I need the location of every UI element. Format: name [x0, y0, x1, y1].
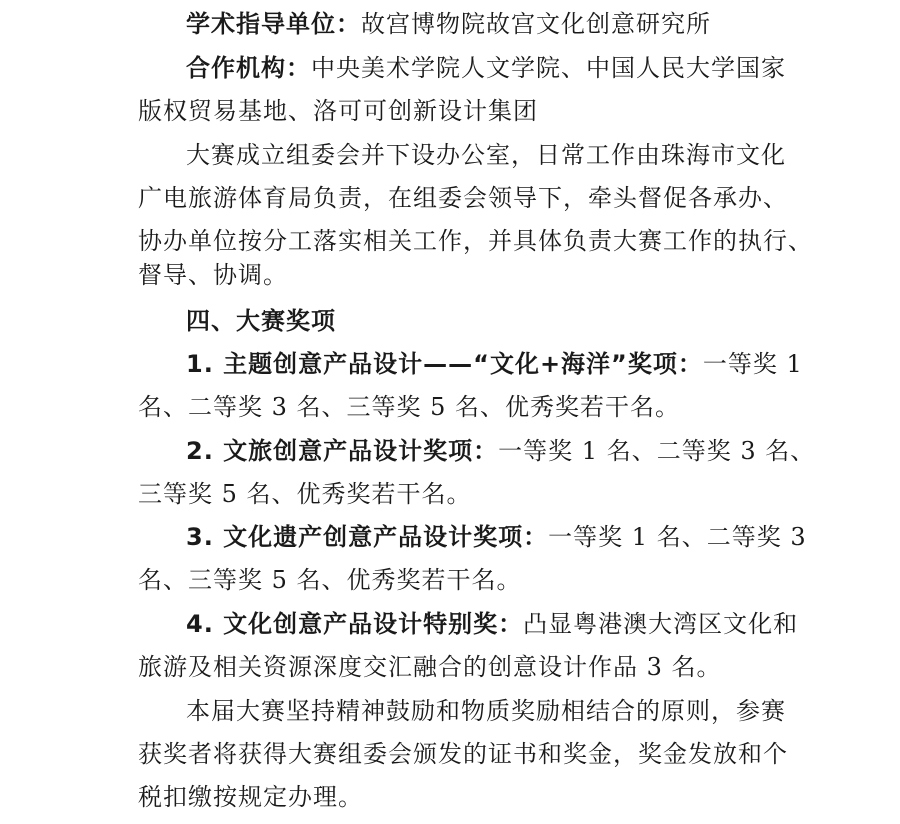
- partners-text-2: 版权贸易基地、洛可可创新设计集团: [138, 97, 538, 125]
- committee-line-4: 督导、协调。: [138, 261, 288, 289]
- award-3-text-1: 一等奖 1 名、二等奖 3: [548, 523, 807, 551]
- guidance-unit-line: [186, 9, 711, 39]
- award-1-text-1: 一等奖 1: [702, 350, 803, 378]
- guidance-unit-text: 故宫博物院故宫文化创意研究所: [361, 10, 711, 38]
- award-4-text-1: 凸显粤港澳大湾区文化和: [523, 610, 799, 638]
- committee-line-1: 大赛成立组委会并下设办公室，日常工作由珠海市文化: [186, 141, 786, 169]
- award-1-line-1: [186, 349, 803, 379]
- award-3-line-2: 名、三等奖 5 名、优秀奖若干名。: [138, 566, 522, 594]
- award-2-text-1: 一等奖 1 名、二等奖 3 名、: [498, 437, 816, 465]
- award-1-label: 1. 主题创意产品设计——“文化+海洋”奖项：: [186, 350, 703, 378]
- award-2-line-2: 三等奖 5 名、优秀奖若干名。: [138, 480, 472, 508]
- partners-text-1: 中央美术学院人文学院、中国人民大学国家: [311, 54, 786, 82]
- closing-line-1: 本届大赛坚持精神鼓励和物质奖励相结合的原则，参赛: [186, 697, 786, 725]
- guidance-unit-label: 学术指导单位：: [186, 10, 361, 38]
- closing-line-2: 获奖者将获得大赛组委会颁发的证书和奖金，奖金发放和个: [138, 740, 788, 768]
- award-2-label: 2. 文旅创意产品设计奖项：: [186, 437, 499, 465]
- partners-line-1: [186, 53, 786, 83]
- award-3-line-1: [186, 522, 807, 552]
- committee-line-3: 协办单位按分工落实相关工作，并具体负责大赛工作的执行、: [138, 227, 813, 255]
- closing-line-3: 税扣缴按规定办理。: [138, 783, 363, 811]
- award-1-line-2: 名、二等奖 3 名、三等奖 5 名、优秀奖若干名。: [138, 393, 681, 421]
- award-4-line-1: [186, 609, 798, 639]
- award-3-label: 3. 文化遗产创意产品设计奖项：: [186, 523, 549, 551]
- partners-label: 合作机构：: [186, 54, 311, 82]
- section-heading: 四、大赛奖项: [186, 307, 336, 335]
- award-4-line-2: 旅游及相关资源深度交汇融合的创意设计作品 3 名。: [138, 653, 722, 681]
- partners-line-2: [138, 96, 538, 126]
- award-4-label: 4. 文化创意产品设计特别奖：: [186, 610, 524, 638]
- award-2-line-1: [186, 436, 815, 466]
- committee-line-2: 广电旅游体育局负责，在组委会领导下，牵头督促各承办、: [138, 184, 788, 212]
